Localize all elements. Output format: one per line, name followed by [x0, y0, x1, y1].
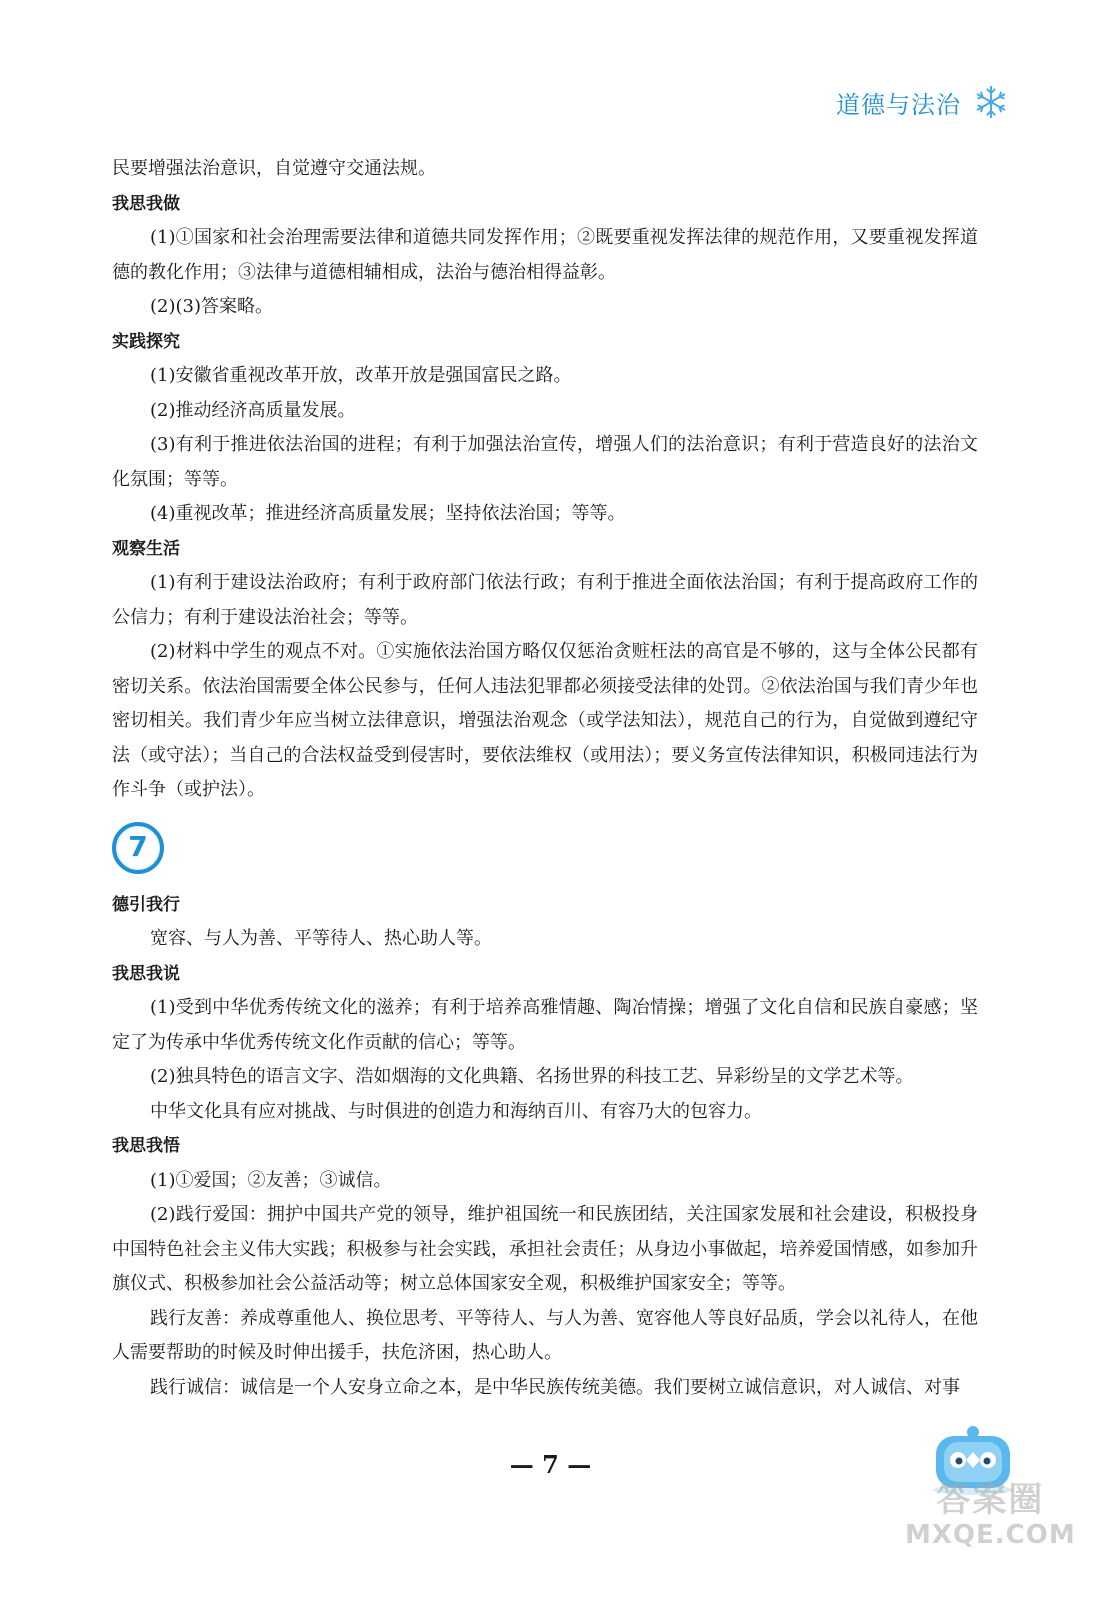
answer-paragraph: 践行友善：养成尊重他人、换位思考、平等待人、与人为善、宽容他人等良好品质，学会以礼待人，在他人需要帮助的时候及时伸出援手，扶危济困，热心助人。 [112, 1307, 978, 1363]
section-heading: 我思我说 [112, 963, 180, 984]
page-header [836, 84, 1009, 120]
answer-paragraph: (1)受到中华优秀传统文化的滋养；有利于培养高雅情趣、陶冶情操；增强了文化自信和民族自豪感；坚定了为传承中华优秀传统文化作贡献的信心；等等。 [112, 997, 978, 1053]
answer-paragraph: (1)①国家和社会治理需要法律和道德共同发挥作用；②既要重视发挥法律的规范作用，又要重视发挥道德的教化作用；③法律与道德相辅相成，法治与德治相得益彰。 [112, 227, 978, 283]
answer-content [112, 152, 978, 1405]
watermark-en: MXQE.COM [905, 1520, 1076, 1550]
answer-paragraph: (2)推动经济高质量发展。 [150, 399, 356, 421]
snowflake-icon [973, 84, 1009, 120]
section-heading: 我思我悟 [112, 1136, 180, 1156]
lesson-number: 7 [118, 828, 158, 868]
section-heading: 观察生活 [112, 538, 180, 559]
badge-ring [112, 822, 164, 874]
answer-paragraph: 民要增强法治意识，自觉遵守交通法规。 [112, 158, 436, 179]
answer-paragraph: (4)重视改革；推进经济高质量发展；坚持依法治国；等等。 [150, 503, 626, 524]
section-heading: 德引我行 [112, 894, 180, 915]
answer-paragraph: (3)有利于推进依法治国的进程；有利于加强法治宣传，增强人们的法治意识；有利于营造良好的法治文化氛围；等等。 [112, 434, 978, 490]
page-number: — 7 — [509, 1450, 592, 1479]
answer-paragraph: (2)独具特色的语言文字、浩如烟海的文化典籍、名扬世界的科技工艺、异彩纷呈的文学艺术等。 [150, 1066, 914, 1087]
section-heading: 实践探究 [112, 331, 180, 352]
answer-paragraph: (1)①爱国；②友善；③诚信。 [150, 1169, 392, 1191]
answer-paragraph: 宽容、与人为善、平等待人、热心助人等。 [150, 928, 492, 949]
answer-paragraph: (1)有利于建设法治政府；有利于政府部门依法行政；有利于推进全面依法治国；有利于提高政府工作的公信力；有利于建设法治社会；等等。 [112, 572, 978, 628]
answer-paragraph: (2)(3)答案略。 [150, 296, 273, 317]
subject-title: 道德与法治 [836, 90, 961, 119]
answer-paragraph: (1)安徽省重视改革开放，改革开放是强国富民之路。 [150, 365, 572, 386]
watermark-cn: 答案圈 [936, 1480, 1045, 1520]
section-heading: 我思我做 [112, 193, 180, 214]
answer-paragraph: 践行诚信：诚信是一个人安身立命之本，是中华民族传统美德。我们要树立诚信意识，对人诚信、对事 [150, 1376, 960, 1398]
answer-paragraph: 中华文化具有应对挑战、与时俱进的创造力和海纳百川、有容乃大的包容力。 [150, 1100, 762, 1122]
watermark [905, 1480, 1076, 1550]
lesson-number-badge [112, 812, 978, 884]
answer-paragraph: (2)践行爱国：拥护中国共产党的领导，维护祖国统一和民族团结，关注国家发展和社会建设，积极投身中国特色社会主义伟大实践；积极参与社会实践，承担社会责任；从身边小事做起，培养爱国情感，如参加升旗仪式、积极参加社会公益活动等；树立总体国家安全观，积极维护国家安全；等等。 [112, 1204, 978, 1294]
answer-paragraph: (2)材料中学生的观点不对。①实施依法治国方略仅仅惩治贪赃枉法的高官是不够的，这与全体公民都有密切关系。依法治国需要全体公民参与，任何人违法犯罪都必须接受法律的处罚。②依法治国与我们青少年也密切相关。我们青少年应当树立法律意识，增强法治观念（或学法知法），规范自己的行为，自觉做到遵纪守法（或守法）；当自己的合法权益受到侵害时，要依法维权（或用法）；要义务宣传法律知识，积极同违法行为作斗争（或护法）。 [112, 641, 978, 800]
